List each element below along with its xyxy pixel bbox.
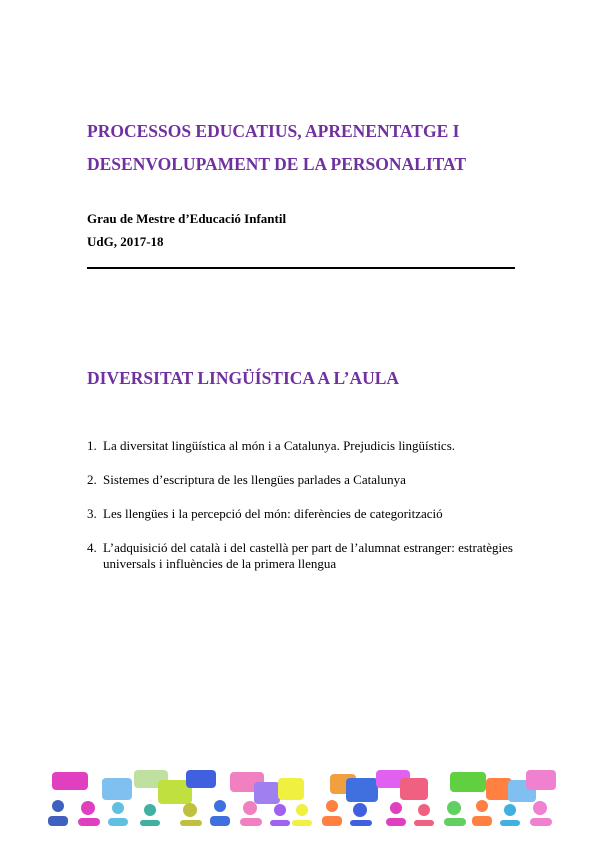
section-title: DIVERSITAT LINGÜÍSTICA A L’AULA — [87, 368, 400, 388]
list-item-number: 2. — [87, 472, 97, 487]
list-item-text: L’adquisició del català i del castellà per part de l’alumnat estranger: estratègies universals i influències de la primera llengua — [103, 540, 513, 571]
list-item — [87, 438, 527, 454]
list-item — [87, 540, 527, 572]
topic-list — [87, 438, 527, 572]
institution-label: UdG, 2017-18 — [87, 234, 164, 249]
list-item-number: 4. — [87, 540, 97, 555]
degree-label: Grau de Mestre d’Educació Infantil — [87, 211, 287, 226]
title-line-2: DESENVOLUPAMENT DE LA PERSONALITAT — [87, 154, 467, 174]
list-item-text: Sistemes d’escriptura de les llengües parlades a Catalunya — [103, 472, 406, 487]
list-item — [87, 506, 527, 522]
document-title — [87, 115, 567, 181]
title-line-1: PROCESSOS EDUCATIUS, APRENENTATGE I — [87, 121, 460, 141]
horizontal-rule — [87, 267, 515, 269]
people-speech-bubbles-icon — [40, 766, 560, 826]
list-item-number: 1. — [87, 438, 97, 453]
list-item-number: 3. — [87, 506, 97, 521]
list-item — [87, 472, 527, 488]
list-item-text: Les llengües i la percepció del món: diferències de categorització — [103, 506, 443, 521]
list-item-text: La diversitat lingüística al món i a Catalunya. Prejudicis lingüístics. — [103, 438, 456, 453]
